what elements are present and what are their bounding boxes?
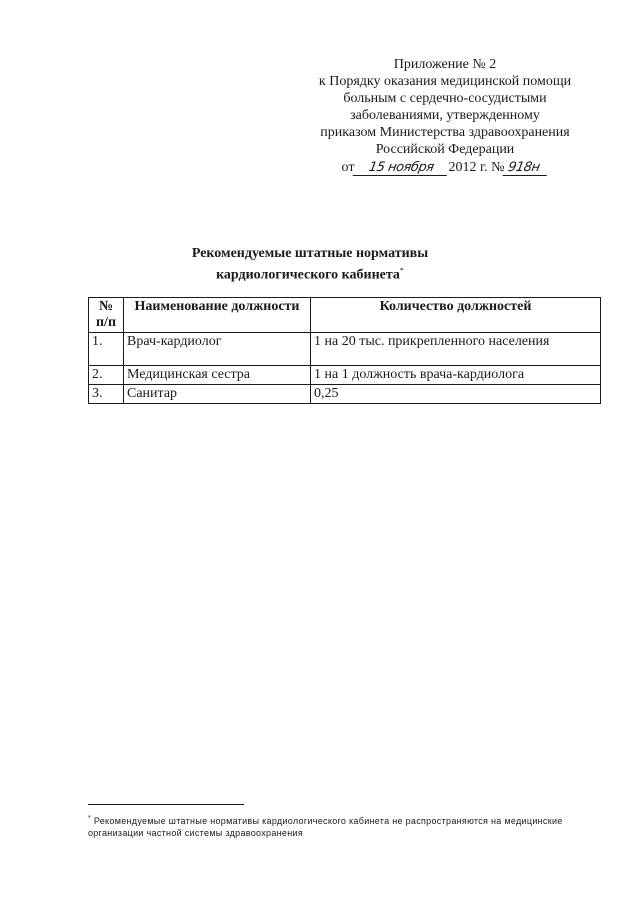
header-number: № п/п — [89, 298, 124, 333]
appendix-number: Приложение № 2 — [393, 57, 497, 72]
row-position: Врач-кардиолог — [124, 333, 311, 366]
table-row — [89, 366, 601, 385]
row-quantity: 0,25 — [311, 385, 601, 404]
row-quantity: 1 на 20 тыс. прикрепленного населения — [311, 333, 601, 366]
row-number: 1. — [89, 333, 124, 366]
row-number: 2. — [89, 366, 124, 385]
footnote — [88, 813, 600, 839]
table-row — [89, 333, 601, 366]
title-footnote-mark: * — [399, 266, 404, 275]
footnote-mark: * — [88, 815, 92, 822]
order-date-line — [290, 159, 600, 176]
row-position: Санитар — [124, 385, 311, 404]
footnote-divider — [88, 804, 244, 805]
row-number: 3. — [89, 385, 124, 404]
appendix-ref-line-3: заболеваниями, утвержденному — [350, 108, 540, 123]
document-title — [160, 245, 460, 284]
handwritten-order-number: 918н — [503, 161, 550, 176]
header-quantity: Количество должностей — [311, 298, 601, 333]
row-position: Медицинская сестра — [124, 366, 311, 385]
appendix-header — [290, 56, 600, 176]
table-row — [89, 385, 601, 404]
staffing-table — [88, 297, 601, 404]
appendix-ref-line-4: приказом Министерства здравоохранения — [320, 125, 570, 140]
date-prefix: от — [341, 160, 355, 175]
appendix-ref-line-5: Российской Федерации — [375, 142, 515, 157]
title-line-2 — [160, 262, 460, 284]
title-line-1: Рекомендуемые штатные нормативы — [191, 246, 429, 261]
handwritten-date: 15 ноября — [353, 161, 450, 176]
header-position: Наименование должности — [124, 298, 311, 333]
appendix-ref-line-2: больным с сердечно-сосудистыми — [343, 91, 547, 106]
table-header-row — [89, 298, 601, 333]
title-line-2-text: кардиологического кабинета — [216, 267, 400, 283]
year-text: 2012 г. № — [448, 160, 505, 175]
appendix-ref-line-1: к Порядку оказания медицинской помощи — [318, 74, 572, 89]
footnote-text: Рекомендуемые штатные нормативы кардиологического кабинета не распространяются на медицинские организации частной системы здравоохранения — [88, 816, 563, 838]
row-quantity: 1 на 1 должность врача-кардиолога — [311, 366, 601, 385]
